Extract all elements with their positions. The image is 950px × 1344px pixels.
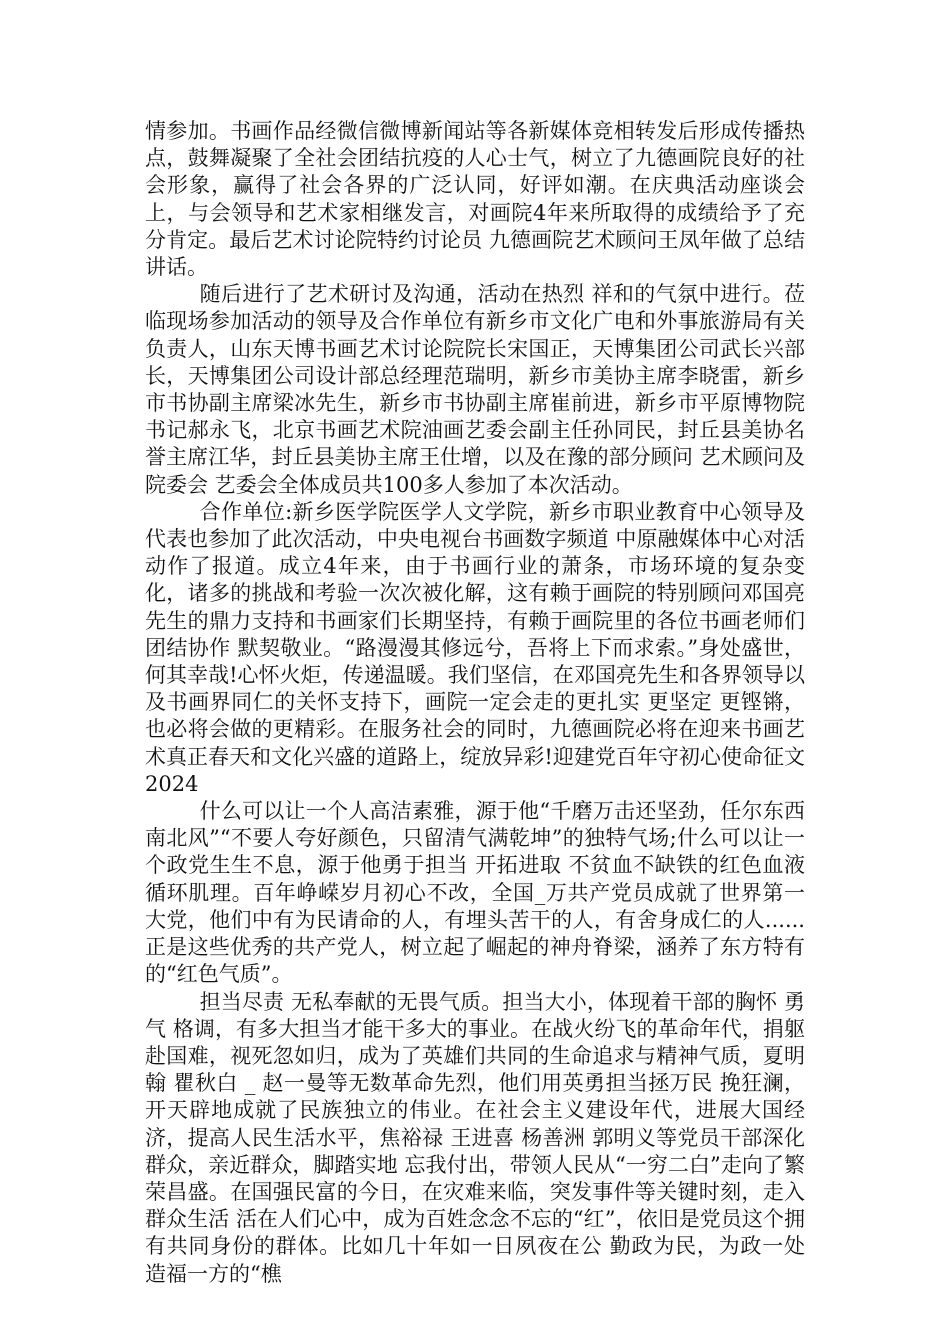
paragraph: 合作单位:新乡医学院医学人文学院，新乡市职业教育中心领导及代表也参加了此次活动，中央电视台书画数字频道 中原融媒体中心对活动作了报道。成立4年来，由于书画行业的萧条，市场环境的复杂变化，诸多的挑战和考验一次次被化解，这有赖于画院的特别顾问邓国亮先生的鼎力支持和书画家们长期坚持，有赖于画院里的各位书画老师们团结协作 默契敬业。“路漫漫其修远兮，吾将上下而求索。”身处盛世，何其幸哉!心怀火炬，传递温暖。我们坚信，在邓国亮先生和各界领导以及书画界同仁的关怀支持下，画院一定会走的更扎实 更坚定 更铿锵，也必将会做的更精彩。在服务社会的同时，九德画院必将在迎来书画艺术真正春天和文化兴盛的道路上，绽放异彩!迎建党百年守初心使命征文2024 — [145, 499, 805, 796]
paragraph: 随后进行了艺术研讨及沟通，活动在热烈 祥和的气氛中进行。莅临现场参加活动的领导及合作单位有新乡市文化广电和外事旅游局有关负责人，山东天博书画艺术讨论院院长宋国正，天博集团公司武长兴部长，天博集团公司设计部总经理范瑞明，新乡市美协主席李晓雷，新乡市书协副主席梁冰先生，新乡市书协副主席崔前进，新乡市平原博物院书记郝永飞，北京书画艺术院油画艺委会副主任孙同民，封丘县美协名誉主席江华，封丘县美协主席王仕增，以及在豫的部分顾问 艺术顾问及院委会 艺委会全体成员共100多人参加了本次活动。 — [145, 282, 805, 497]
paragraph: 情参加。书画作品经微信微博新闻站等各新媒体竞相转发后形成传播热点，鼓舞凝聚了全社会团结抗疫的人心士气，树立了九德画院良好的社会形象，赢得了社会各界的广泛认同，好评如潮。在庆典活动座谈会上，与会领导和艺术家相继发言，对画院4年来所取得的成绩给予了充分肯定。最后艺术讨论院特约讨论员 九德画院艺术顾问王凤年做了总结讲话。 — [145, 119, 805, 280]
paragraph: 什么可以让一个人高洁素雅，源于他“千磨万击还坚劲，任尔东西南北风”“不要人夸好颜色，只留清气满乾坤”的独特气场;什么可以让一个政党生生不息，源于他勇于担当 开拓进取 不贫血不缺铁的红色血液循环肌理。百年峥嵘岁月初心不改，全国_万共产党员成就了世界第一大党，他们中有为民请命的人，有埋头苦干的人，有舍身成仁的人......正是这些优秀的共产党人，树立起了崛起的神舟脊梁，涵养了东方特有的“红色气质”。 — [145, 799, 805, 987]
document-body — [145, 118, 805, 1288]
paragraph: 担当尽责 无私奉献的无畏气质。担当大小，体现着干部的胸怀 勇气 格调，有多大担当才能干多大的事业。在战火纷飞的革命年代，捐躯赴国难，视死忽如归，成为了英雄们共同的生命追求与精神气质，夏明翰 瞿秋白 _ 赵一曼等无数革命先烈，他们用英勇担当拯万民 挽狂澜，开天辟地成就了民族独立的伟业。在社会主义建设年代，进展大国经济，提高人民生活水平，焦裕禄 王进喜 杨善洲 郭明义等党员干部深化群众，亲近群众，脚踏实地 忘我付出，带领人民从“一穷二白”走向了繁荣昌盛。在国强民富的今日，在灾难来临，突发事件等关键时刻，走入群众生活 活在人们心中，成为百姓念念不忘的“红”，依旧是党员这个拥有共同身份的群体。比如几十年如一日夙夜在公 勤政为民，为政一处 造福一方的“樵 — [145, 989, 805, 1286]
